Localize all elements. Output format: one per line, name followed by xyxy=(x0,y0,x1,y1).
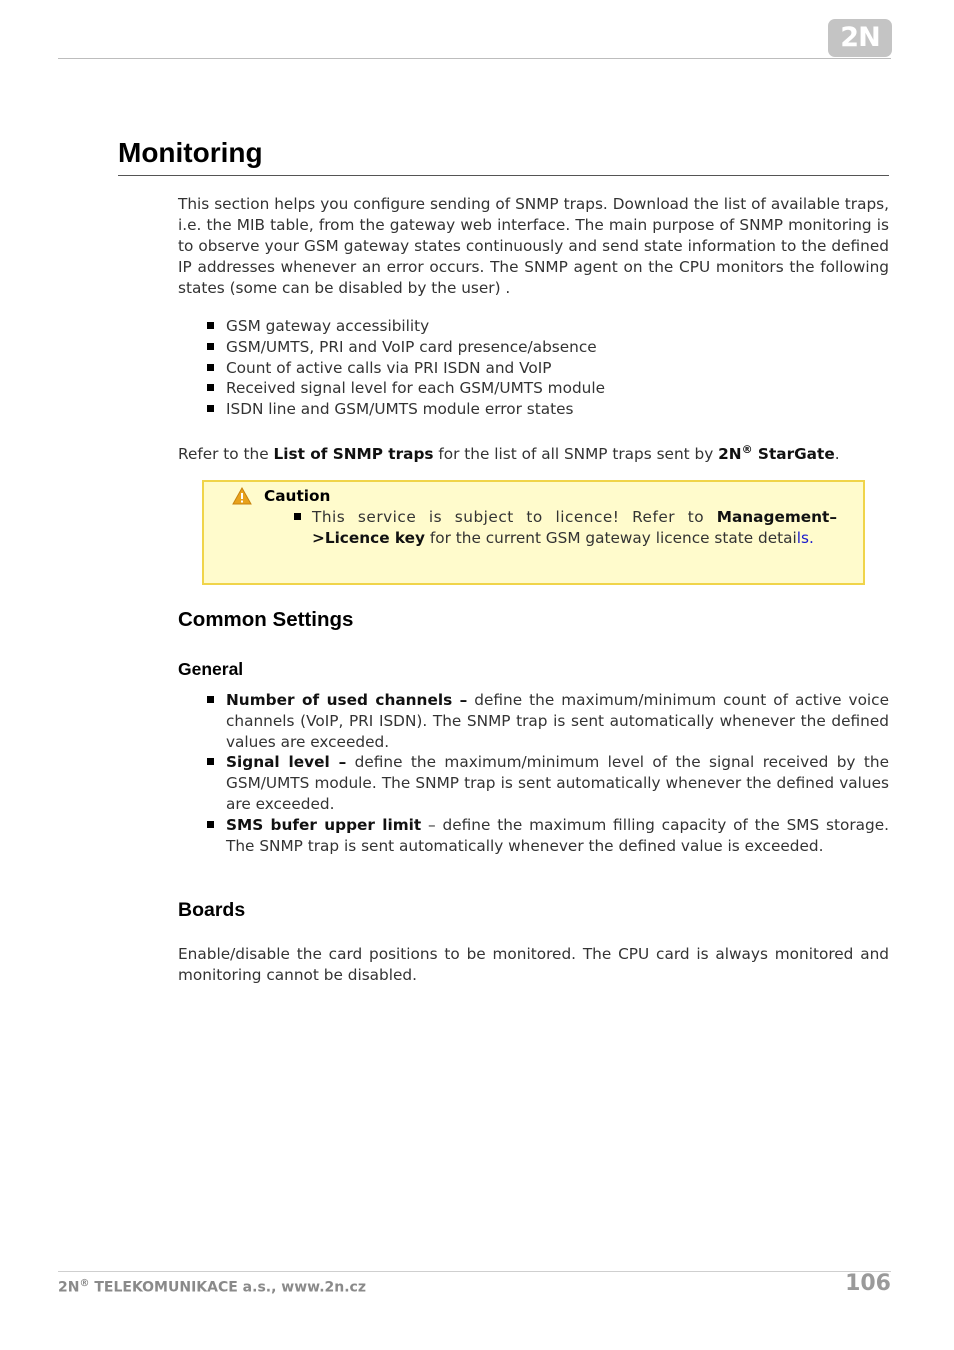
general-heading: General xyxy=(178,659,244,679)
bullet-icon xyxy=(207,364,214,371)
list-item: Signal level – define the maximum/minimum level of the signal received by the GSM/UMTS module. The SNMP trap is sent automatically whenever the defined values are exceeded. xyxy=(178,752,889,814)
list-item: SMS bufer upper limit – define the maximum filling capacity of the SMS storage. The SNMP trap is sent automatically whenever the defined value is exceeded. xyxy=(178,815,889,857)
common-settings-heading: Common Settings xyxy=(178,608,354,631)
refer-paragraph: Refer to the List of SNMP traps for the list of all SNMP traps sent by 2N® StarGate. xyxy=(178,443,840,464)
header-divider xyxy=(58,58,891,59)
bullet-icon xyxy=(207,821,214,828)
list-item: Received signal level for each GSM/UMTS module xyxy=(178,378,889,399)
bullet-icon xyxy=(294,513,301,520)
list-item: ISDN line and GSM/UMTS module error states xyxy=(178,399,889,420)
boards-heading: Boards xyxy=(178,899,246,921)
monitored-states-list xyxy=(178,316,889,420)
list-item: GSM gateway accessibility xyxy=(178,316,889,337)
caution-box xyxy=(202,480,865,585)
footer-divider xyxy=(58,1271,891,1272)
bullet-icon xyxy=(207,758,214,765)
warning-icon xyxy=(232,487,252,505)
caution-heading: Caution xyxy=(232,487,330,505)
page-title: Monitoring xyxy=(118,133,889,176)
details-link[interactable]: ls. xyxy=(796,528,814,547)
caution-text: This service is subject to licence! Refer to Management–>Licence key for the current GSM gateway licence state details. xyxy=(312,507,837,549)
list-item: GSM/UMTS, PRI and VoIP card presence/absence xyxy=(178,337,889,358)
page-number: 106 xyxy=(845,1271,891,1296)
bullet-icon xyxy=(207,384,214,391)
bullet-icon xyxy=(207,405,214,412)
general-settings-list xyxy=(178,690,889,856)
snmp-traps-link[interactable]: List of SNMP traps xyxy=(273,445,434,464)
intro-paragraph: This section helps you configure sending of SNMP traps. Download the list of available traps, i.e. the MIB table, from the gateway web interface. The main purpose of SNMP monitoring is to observe your GSM gateway states continuously and send state information to the defined IP addresses whenever an error occurs. The SNMP agent on the CPU monitors the following states (some can be disabled by the user) . xyxy=(178,195,889,297)
list-item: Count of active calls via PRI ISDN and VoIP xyxy=(178,358,889,379)
footer-company: 2N® TELEKOMUNIKACE a.s., www.2n.cz xyxy=(58,1278,366,1296)
bullet-icon xyxy=(207,696,214,703)
brand-logo: 2N xyxy=(828,19,892,57)
boards-paragraph: Enable/disable the card positions to be monitored. The CPU card is always monitored and monitoring cannot be disabled. xyxy=(178,945,889,984)
bullet-icon xyxy=(207,343,214,350)
list-item: Number of used channels – define the maximum/minimum count of active voice channels (VoIP, PRI ISDN). The SNMP trap is sent automatically whenever the defined values are exceeded. xyxy=(178,690,889,752)
bullet-icon xyxy=(207,322,214,329)
